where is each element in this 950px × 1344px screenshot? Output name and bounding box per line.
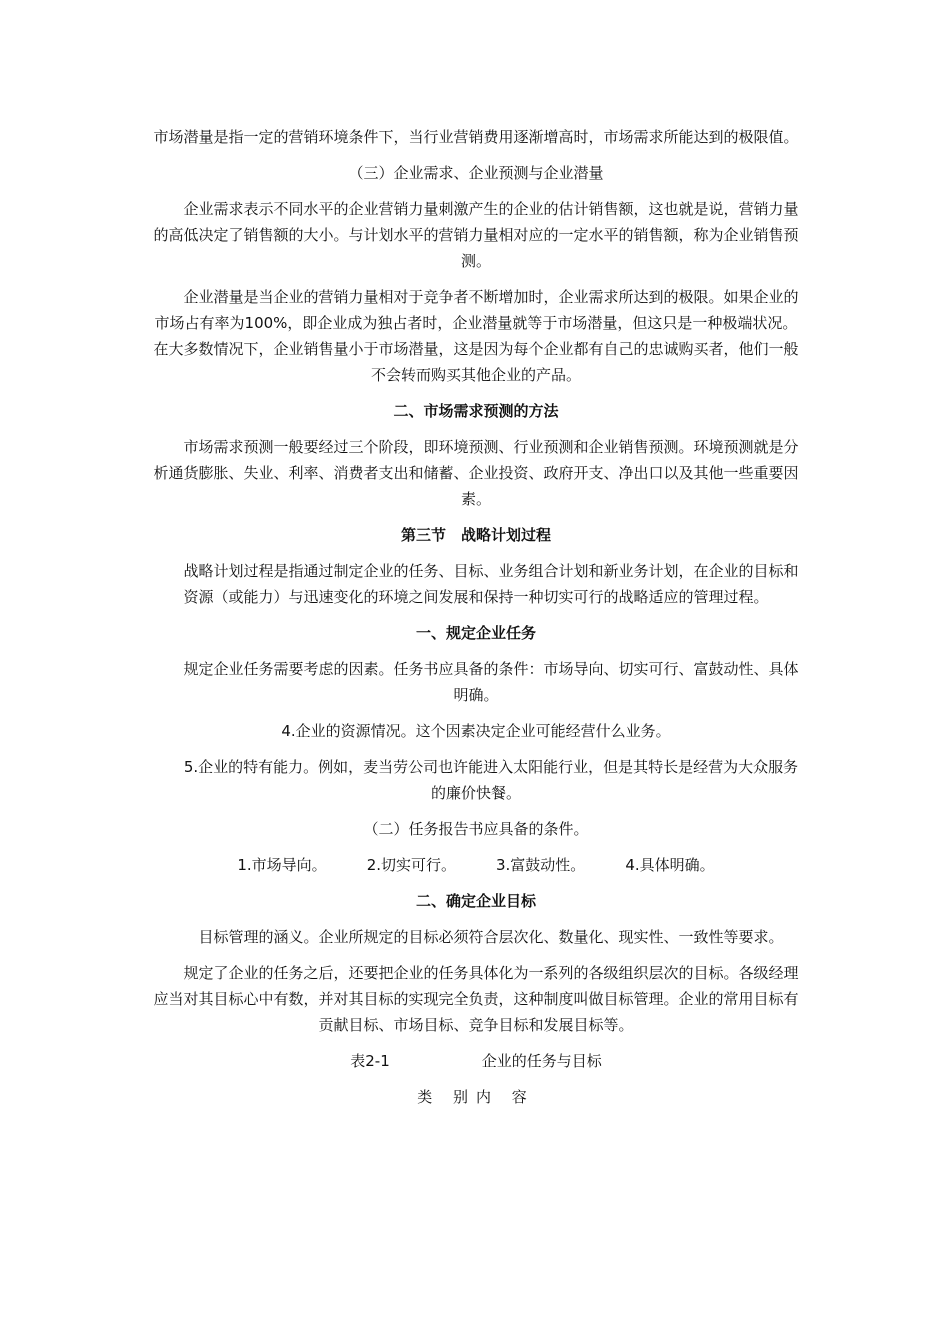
list-item: 3.富鼓动性。: [496, 856, 586, 874]
document-body: [148, 124, 804, 1110]
heading-define-mission: 一、规定企业任务: [415, 624, 536, 642]
table-header-row: 类 别内 容: [417, 1088, 535, 1106]
heading-forecast-methods: 二、市场需求预测的方法: [393, 402, 559, 420]
paragraph-company-demand: 企业需求表示不同水平的企业营销力量刺激产生的企业的估计销售额，这也就是说，营销力量的高低决定了销售额的大小。与计划水平的营销力量相对应的一定水平的销售额，称为企业销售预测。: [153, 200, 799, 270]
list-item: 4.具体明确。: [625, 856, 715, 874]
paragraph-resources: 4.企业的资源情况。这个因素决定企业可能经营什么业务。: [281, 722, 671, 740]
subheading-company-demand: （三）企业需求、企业预测与企业潜量: [348, 164, 604, 182]
paragraph-market-potential: 市场潜量是指一定的营销环境条件下，当行业营销费用逐渐增高时，市场需求所能达到的极限值。: [153, 128, 799, 146]
paragraph-mission-factors: 规定企业任务需要考虑的因素。任务书应具备的条件：市场导向、切实可行、富鼓动性、具体明确。: [183, 660, 799, 704]
mission-conditions-list: [148, 852, 804, 878]
table-caption: [148, 1048, 804, 1074]
subheading-mission-conditions: （二）任务报告书应具备的条件。: [363, 820, 589, 838]
list-item: 2.切实可行。: [366, 856, 456, 874]
heading-section-strategic-planning: 第三节 战略计划过程: [400, 526, 551, 544]
list-item: 1.市场导向。: [237, 856, 327, 874]
paragraph-forecast-stages: 市场需求预测一般要经过三个阶段，即环境预测、行业预测和企业销售预测。环境预测就是分析通货膨胀、失业、利率、消费者支出和储蓄、企业投资、政府开支、净出口以及其他一些重要因素。: [153, 438, 799, 508]
paragraph-strategic-planning: 战略计划过程是指通过制定企业的任务、目标、业务组合计划和新业务计划，在企业的目标和资源（或能力）与迅速变化的环境之间发展和保持一种切实可行的战略适应的管理过程。: [183, 562, 799, 606]
paragraph-mbo-details: 规定了企业的任务之后，还要把企业的任务具体化为一系列的各级组织层次的目标。各级经理应当对其目标心中有数，并对其目标的实现完全负责，这种制度叫做目标管理。企业的常用目标有贡献目标、市场目标、竞争目标和发展目标等。: [153, 964, 799, 1034]
heading-define-goals: 二、确定企业目标: [415, 892, 536, 910]
table-number: 表2-1: [350, 1052, 390, 1070]
paragraph-mbo-meaning: 目标管理的涵义。企业所规定的目标必须符合层次化、数量化、现实性、一致性等要求。: [198, 928, 784, 946]
paragraph-special-capability: 5.企业的特有能力。例如，麦当劳公司也许能进入太阳能行业，但是其特长是经营为大众服务的廉价快餐。: [183, 758, 799, 802]
table-title: 企业的任务与目标: [481, 1052, 602, 1070]
paragraph-company-potential: 企业潜量是当企业的营销力量相对于竞争者不断增加时，企业需求所达到的极限。如果企业的市场占有率为100%，即企业成为独占者时，企业潜量就等于市场潜量，但这只是一种极端状况。在大多数情况下，企业销售量小于市场潜量，这是因为每个企业都有自己的忠诚购买者，他们一般不会转而购买其他企业的产品。: [153, 288, 799, 384]
